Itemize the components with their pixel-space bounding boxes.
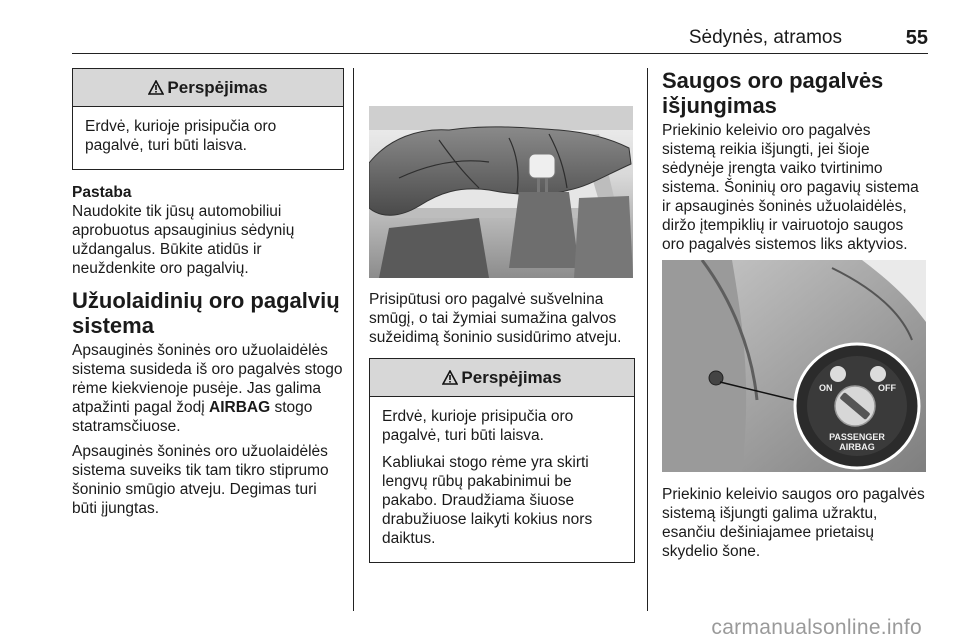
warning-triangle-icon: [148, 80, 164, 95]
column-divider: [353, 68, 354, 611]
airbag-switch-photo: [662, 260, 926, 472]
curtain-airbag-photo: [369, 68, 633, 278]
curtain-airbag-illustration: [369, 68, 633, 278]
section-title-curtain-airbag: Užuolaidinių oro pagalvių sistema: [72, 288, 340, 338]
paragraph-deactivation: Priekinio keleivio oro pagalvės sistemą reikia išjungti, jei šioje sėdynėje įrengta vaiko tvirtinimo sistema. Šoninių oro pagavių sistema ir apsauginės šoninės užuolaidėlės, diržo įtempiklių ir vairuotojo saugos oro pagalvės sistemos liks aktyvios.: [662, 122, 919, 253]
page-number: 55: [905, 27, 928, 49]
section-title-airbag-deactivation: Saugos oro pagalvės išjungimas: [662, 68, 884, 118]
header-title: Sėdynės, atramos: [688, 27, 842, 48]
warning-text-2: Kabliukai stogo rėme yra skirti lengvų rūbų pakabinimui be pakabo. Draudžiama šiuose drabužiuose laikyti kokius nors daiktus.: [382, 454, 593, 547]
column-2: [369, 68, 635, 563]
switch-label-on: ON: [819, 383, 833, 393]
note: [72, 183, 344, 278]
switch-label-airbag: AIRBAG: [839, 442, 875, 452]
warning-heading-text: Perspėjimas: [461, 367, 562, 387]
airbag-switch-illustration: [662, 260, 926, 472]
column-3: [662, 68, 928, 561]
paragraph-curtain-1: Apsauginės šoninės oro užuolaidėlės sistema susideda iš oro pagalvės stogo rėme kiekvienoje pusėje. Jas galima atpažinti pagal žodį AIRBAG stogo statramsčiuose.: [72, 342, 343, 435]
photo-caption-switch: Priekinio keleivio saugos oro pagalvės sistemą išjungti galima užraktu, esančiu dešiniajamee prietaisų skydelio šone.: [662, 486, 925, 560]
note-title: Pastaba: [72, 184, 132, 201]
photo-caption-curtain: Prisipūtusi oro pagalvė sušvelnina smūgį, o tai žymiai sumažina galvos sužeidimą šoninio susidūrimo atveju.: [369, 291, 622, 346]
airbag-label: AIRBAG: [209, 399, 271, 416]
paragraph-curtain-2: Apsauginės šoninės oro užuolaidėlės sistema suveiks tik tam tikro stiprumo šoninio smūgio atveju. Degimas turi būti įjungtas.: [72, 443, 329, 517]
page-header: [72, 26, 928, 54]
switch-label-passenger: PASSENGER: [829, 432, 885, 442]
warning-text-1: Erdvė, kurioje prisipučia oro pagalvė, turi būti laisva.: [382, 408, 574, 444]
warning-body: [73, 107, 343, 169]
warning-text: Erdvė, kurioje prisipučia oro pagalvė, turi būti laisva.: [85, 118, 277, 154]
warning-box-2: [369, 358, 635, 563]
warning-heading: [370, 359, 634, 397]
warning-body: [370, 397, 634, 562]
switch-label-off: OFF: [878, 383, 896, 393]
warning-box: [72, 68, 344, 170]
column-1: [72, 68, 344, 524]
note-text: Naudokite tik jūsų automobiliui aprobuotus apsauginius sėdynių uždangalus. Būkite atidūs ir neuždenkite oro pagalvių.: [72, 203, 295, 277]
warning-heading-text: Perspėjimas: [167, 77, 268, 97]
warning-heading: [73, 69, 343, 107]
column-divider: [647, 68, 648, 611]
watermark: carmanualsonline.info: [711, 616, 922, 639]
warning-triangle-icon: [442, 370, 458, 385]
